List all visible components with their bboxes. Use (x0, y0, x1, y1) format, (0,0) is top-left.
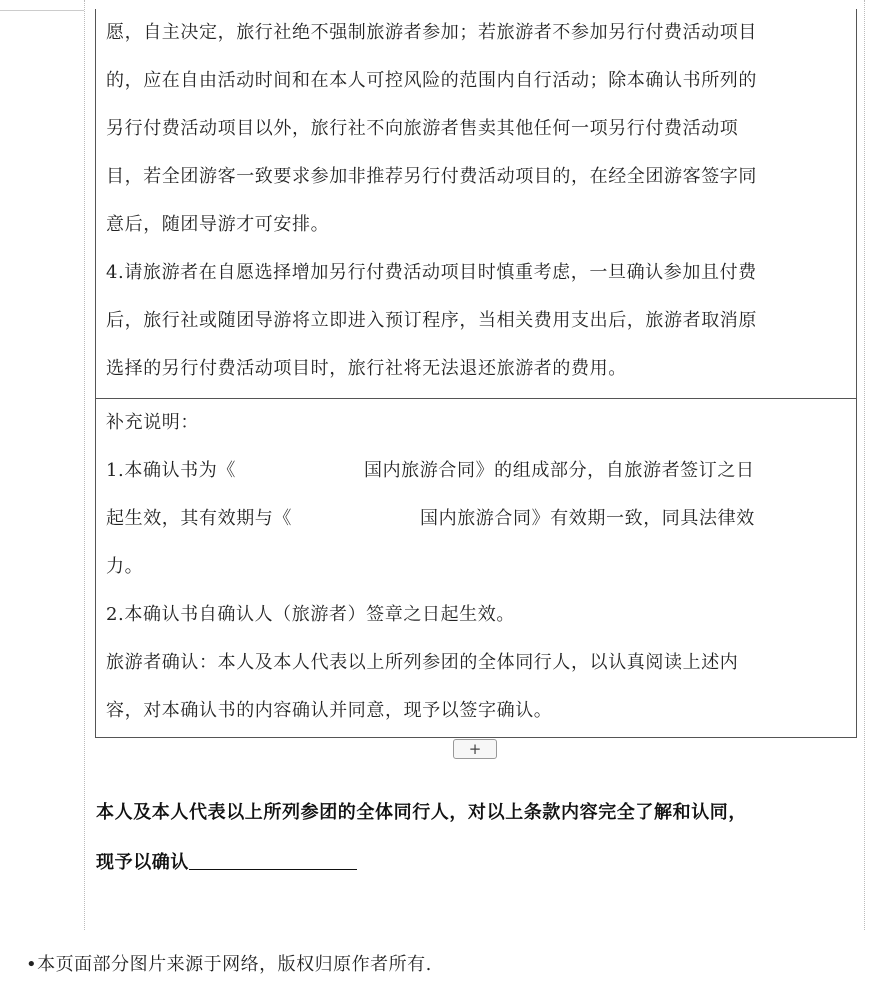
supplement-item-1 (106, 447, 846, 495)
terms-line: 目，若全团游客一致要求参加非推荐另行付费活动项目的，在经全团游客签字同 (106, 166, 757, 187)
signature-line[interactable] (189, 851, 357, 870)
supplement-item-1-part2: 国内旅游合同》的组成部分，自旅游者签订之日 (363, 460, 755, 481)
supplement-item-2: 2.本确认书自确认人（旅游者）签章之日起生效。 (106, 604, 515, 625)
page-margin-guide-right (864, 0, 865, 930)
supplement-item-1-line3: 力。 (106, 556, 144, 577)
page-margin-guide-left (84, 0, 85, 930)
confirmation-statement (96, 788, 856, 888)
supplement-item-1-line2-part1: 起生效，其有效期与《 (106, 508, 292, 529)
terms-line: 愿，自主决定，旅行社绝不强制旅游者参加；若旅游者不参加另行付费活动项目 (106, 22, 757, 43)
terms-line: 意后，随团导游才可安排。 (106, 214, 330, 235)
confirmation-line-2 (96, 838, 856, 888)
supplement-table-cell (95, 398, 857, 738)
supplement-item-1-line2 (106, 495, 846, 543)
add-row-button[interactable]: + (453, 739, 497, 759)
terms-line: 后，旅行社或随团导游将立即进入预订程序，当相关费用支出后，旅游者取消原 (106, 310, 757, 331)
tourist-confirm-line: 容，对本确认书的内容确认并同意，现予以签字确认。 (106, 700, 553, 721)
tourist-confirm-line: 旅游者确认：本人及本人代表以上所列参团的全体同行人，以认真阅读上述内 (106, 652, 739, 673)
terms-table-cell (95, 9, 857, 399)
supplement-heading: 补充说明： (106, 412, 199, 433)
supplement-item-1-part1: 1.本确认书为《 (106, 460, 236, 481)
supplement-item-1-line2-part2: 国内旅游合同》有效期一致，同具法律效 (420, 508, 755, 529)
terms-line: 选择的另行付费活动项目时，旅行社将无法退还旅游者的费用。 (106, 358, 627, 379)
confirmation-line-2-text: 现予以确认 (96, 852, 189, 873)
terms-line: 另行付费活动项目以外，旅行社不向旅游者售卖其他任何一项另行付费活动项 (106, 118, 739, 139)
confirmation-line-1: 本人及本人代表以上所列参团的全体同行人，对以上条款内容完全了解和认同， (96, 802, 747, 823)
top-rule (0, 10, 84, 11)
image-source-footnote: •本页面部分图片来源于网络，版权归原作者所有. (26, 954, 432, 975)
terms-line: 的，应在自由活动时间和在本人可控风险的范围内自行活动；除本确认书所列的 (106, 70, 757, 91)
terms-line: 4.请旅游者在自愿选择增加另行付费活动项目时慎重考虑，一旦确认参加且付费 (106, 262, 757, 283)
